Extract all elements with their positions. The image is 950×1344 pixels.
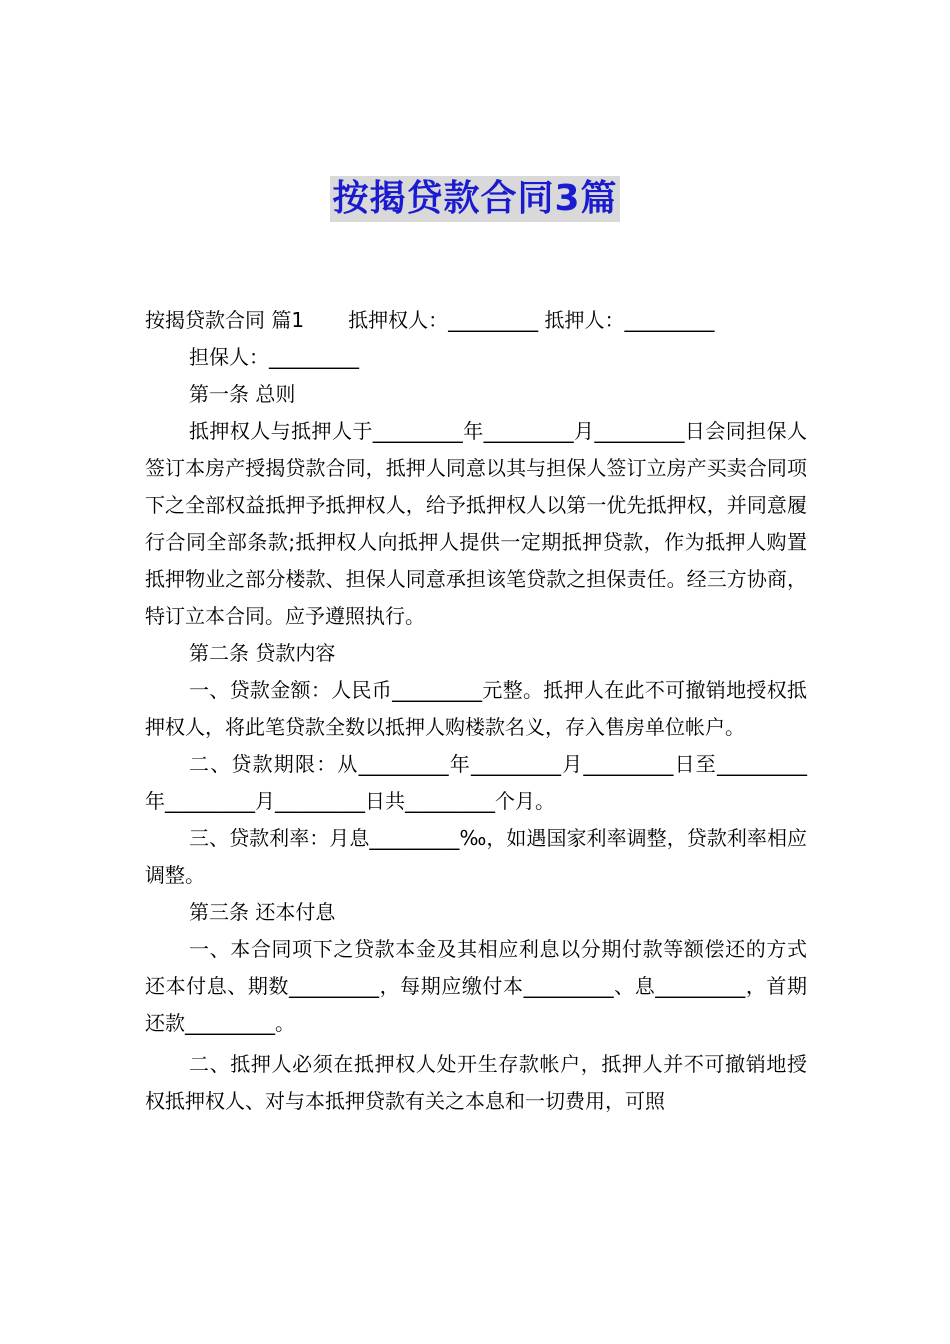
- article-3-clause-1: 一、本合同项下之贷款本金及其相应利息以分期付款等额偿还的方式还本付息、期数_________，每期应缴付本_________、息_________，首期还款_________。: [145, 937, 807, 1035]
- document-body: [145, 302, 807, 1120]
- article-2-clause-3: 三、贷款利率：月息_________‰，如遇国家利率调整，贷款利率相应调整。: [145, 826, 807, 887]
- article-3-clause-2: 二、抵押人必须在抵押权人处开生存款帐户，抵押人并不可撤销地授权抵押权人、对与本抵押贷款有关之本息和一切费用，可照: [145, 1052, 807, 1113]
- parties-line: 抵押权人：_________ 抵押人：_________: [348, 308, 715, 332]
- article-2-heading: 第二条 贷款内容: [189, 641, 336, 665]
- contract-heading-line: [145, 302, 807, 339]
- document-title: [0, 176, 950, 222]
- document-title-text: 按揭贷款合同3篇: [330, 176, 619, 222]
- article-1-body: 抵押权人与抵押人于_________年_________月_________日会同担保人签订本房产授揭贷款合同，抵押人同意以其与担保人签订立房产买卖合同项下之全部权益抵押予抵押权人，给予抵押权人以第一优先抵押权，并同意履行合同全部条款;抵押权人向抵押人提供一定期抵押贷款，作为抵押人购置抵押物业之部分楼款、担保人同意承担该笔贷款之担保责任。经三方协商，特订立本合同。应予遵照执行。: [145, 419, 807, 628]
- article-2-clause-2: 二、贷款期限：从_________年_________月_________日至_________年_________月_________日共_________个月。: [145, 752, 807, 813]
- guarantor-line: 担保人：_________: [189, 345, 359, 369]
- article-1-heading: 第一条 总则: [189, 382, 296, 406]
- article-3-heading: 第三条 还本付息: [189, 900, 336, 924]
- contract-heading: 按揭贷款合同 篇1: [145, 308, 305, 332]
- article-2-clause-1: 一、贷款金额：人民币_________元整。抵押人在此不可撤销地授权抵押权人，将此笔贷款全数以抵押人购楼款名义，存入售房单位帐户。: [145, 678, 807, 739]
